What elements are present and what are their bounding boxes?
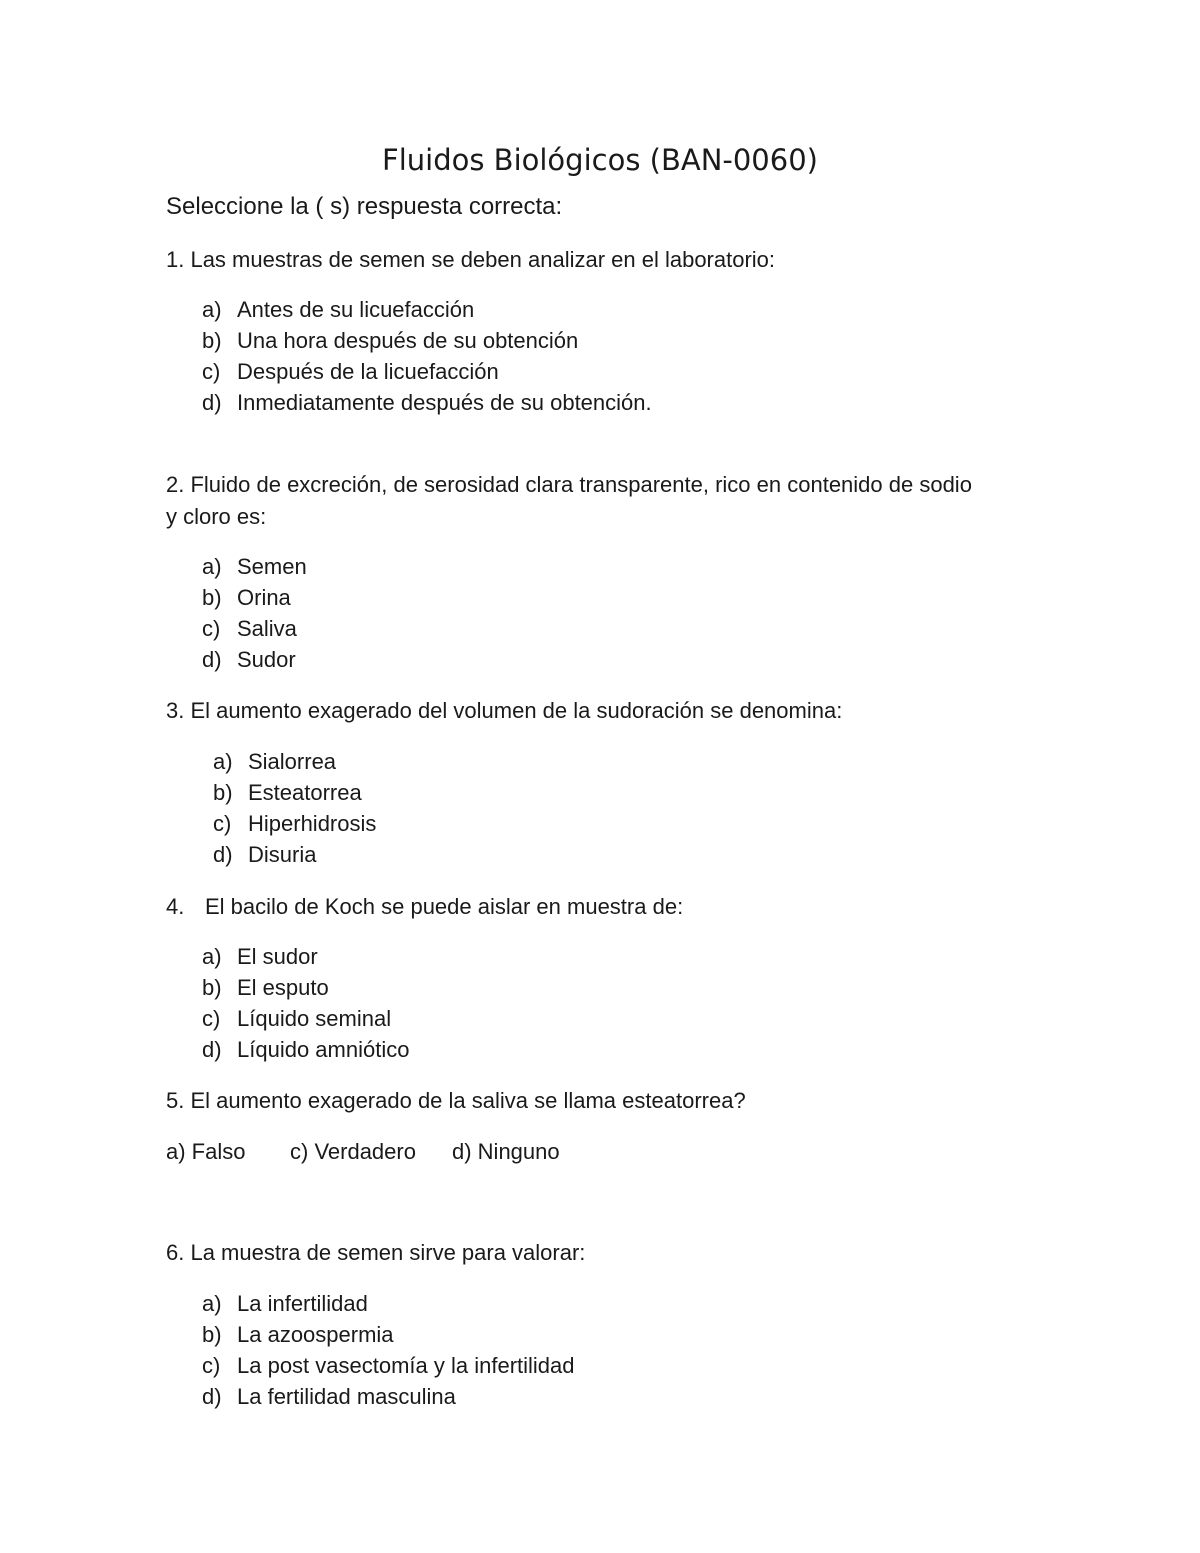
option-text: Líquido seminal bbox=[237, 1006, 392, 1031]
option-text: Después de la licuefacción bbox=[237, 359, 499, 384]
question-2-text-line1: 2. Fluido de excreción, de serosidad clara transparente, rico en contenido de sodio bbox=[166, 472, 972, 497]
option-text: Esteatorrea bbox=[248, 780, 362, 805]
option-label: a) bbox=[213, 749, 233, 774]
option-label: b) bbox=[213, 780, 233, 805]
question-3-text: 3. El aumento exagerado del volumen de la sudoración se denomina: bbox=[166, 698, 843, 723]
option-label: c) bbox=[202, 359, 221, 384]
option-label: d) bbox=[213, 842, 233, 867]
option-label: b) bbox=[202, 585, 222, 610]
option-text: Saliva bbox=[237, 616, 297, 641]
option-label: d) bbox=[202, 647, 222, 672]
option-label: a) bbox=[202, 1291, 222, 1316]
option-text: Inmediatamente después de su obtención. bbox=[237, 390, 652, 415]
option-label: d) bbox=[202, 1384, 222, 1409]
question-5-option-d: d) Ninguno bbox=[452, 1139, 560, 1164]
option-text: La post vasectomía y la infertilidad bbox=[237, 1353, 575, 1378]
option-text: La infertilidad bbox=[237, 1291, 368, 1316]
option-label: d) bbox=[202, 1037, 222, 1062]
option-label: b) bbox=[202, 328, 222, 353]
question-1-text: 1. Las muestras de semen se deben analizar en el laboratorio: bbox=[166, 247, 776, 272]
option-text: Sudor bbox=[237, 647, 296, 672]
option-text: Antes de su licuefacción bbox=[237, 297, 475, 322]
option-text: Disuria bbox=[248, 842, 317, 867]
option-label: c) bbox=[202, 1353, 221, 1378]
option-text: El sudor bbox=[237, 944, 318, 969]
option-label: a) bbox=[202, 944, 222, 969]
instruction-text: Seleccione la ( s) respuesta correcta: bbox=[166, 193, 563, 220]
option-label: a) bbox=[202, 554, 222, 579]
option-text: Líquido amniótico bbox=[237, 1037, 410, 1062]
option-text: Sialorrea bbox=[248, 749, 337, 774]
question-5-option-c: c) Verdadero bbox=[290, 1139, 416, 1164]
option-text: Orina bbox=[237, 585, 291, 610]
question-2-text-line2: y cloro es: bbox=[166, 504, 267, 529]
option-label: b) bbox=[202, 975, 222, 1000]
option-label: b) bbox=[202, 1322, 222, 1347]
option-label: a) bbox=[202, 297, 222, 322]
option-text: El esputo bbox=[237, 975, 329, 1000]
question-4-text: El bacilo de Koch se puede aislar en muestra de: bbox=[205, 894, 684, 919]
option-text: La fertilidad masculina bbox=[237, 1384, 456, 1409]
option-label: c) bbox=[202, 1006, 221, 1031]
question-4-number: 4. bbox=[166, 894, 185, 919]
option-text: Una hora después de su obtención bbox=[237, 328, 579, 353]
document-title: Fluidos Biológicos (BAN-0060) bbox=[382, 143, 818, 177]
question-6-text: 6. La muestra de semen sirve para valorar: bbox=[166, 1240, 586, 1265]
option-text: Semen bbox=[237, 554, 307, 579]
option-label: c) bbox=[202, 616, 221, 641]
option-text: Hiperhidrosis bbox=[248, 811, 377, 836]
question-5-text: 5. El aumento exagerado de la saliva se llama esteatorrea? bbox=[166, 1088, 746, 1113]
question-5-option-a: a) Falso bbox=[166, 1139, 246, 1164]
option-text: La azoospermia bbox=[237, 1322, 394, 1347]
option-label: d) bbox=[202, 390, 222, 415]
option-label: c) bbox=[213, 811, 232, 836]
